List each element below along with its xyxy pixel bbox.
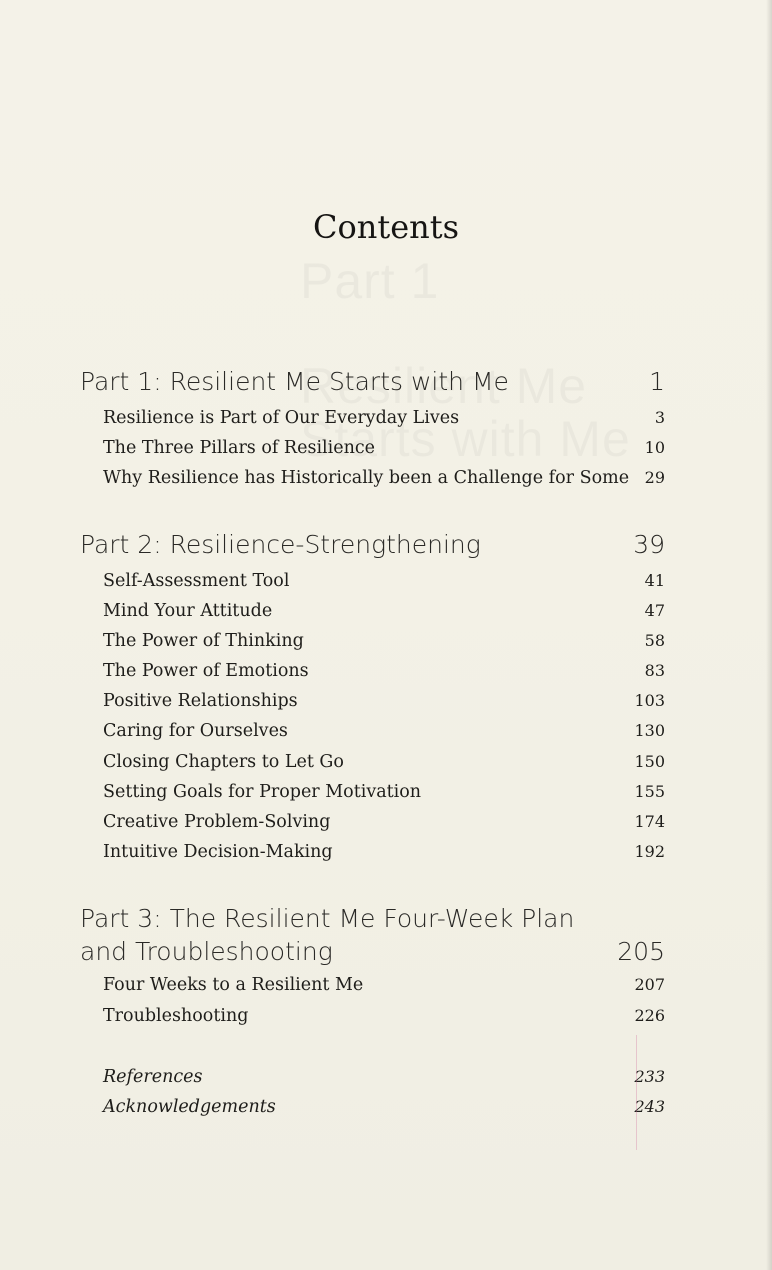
toc-entry: [103, 975, 665, 995]
entry-page-number: 192: [634, 842, 665, 861]
entry-title: Troubleshooting: [103, 1006, 249, 1026]
entry-page-number: 155: [634, 782, 665, 801]
entry-title: Four Weeks to a Resilient Me: [103, 975, 364, 995]
entry-page-number: 207: [634, 975, 665, 994]
toc-entry: [103, 468, 665, 488]
toc-entry: [103, 842, 665, 862]
entry-page-number: 130: [634, 721, 665, 740]
entry-page-number: 103: [634, 691, 665, 710]
part-title: Part 1: Resilient Me Starts with Me: [80, 367, 509, 396]
part-heading-3: [80, 902, 665, 968]
entry-title: Caring for Ourselves: [103, 721, 288, 741]
part-page-number: 1: [649, 367, 665, 396]
entry-title: The Three Pillars of Resilience: [103, 438, 376, 458]
part-title: Part 2: Resilience-Strengthening: [80, 530, 481, 559]
entry-page-number: 41: [644, 571, 665, 590]
ink-mark: [636, 1035, 637, 1150]
toc-entry: [103, 408, 665, 428]
page-title: Contents: [312, 208, 460, 246]
toc-entry: [103, 1006, 665, 1026]
part-page-number: 205: [617, 937, 665, 966]
toc-entry: [103, 601, 665, 621]
entry-title: Positive Relationships: [103, 691, 298, 711]
entry-page-number: 174: [634, 812, 665, 831]
entry-title: References: [103, 1067, 203, 1087]
entry-page-number: 3: [654, 408, 665, 427]
entry-title: The Power of Emotions: [103, 661, 309, 681]
entry-title: Self-Assessment Tool: [103, 571, 290, 591]
part-title: Part 3: The Resilient Me Four-Week Plan and Troubleshooting: [80, 904, 575, 966]
entry-page-number: 150: [634, 752, 665, 771]
entry-title: The Power of Thinking: [103, 631, 304, 651]
bleed-through-text: [300, 255, 631, 465]
toc-entry: [103, 631, 665, 651]
entry-title: Why Resilience has Historically been a Challenge for Some: [103, 468, 630, 488]
part-heading-1: [80, 365, 665, 398]
toc-entry-acknowledgements: [103, 1097, 665, 1117]
entry-title: Setting Goals for Proper Motivation: [103, 782, 422, 802]
entry-title: Intuitive Decision-Making: [103, 842, 333, 862]
part-heading-2: [80, 528, 665, 561]
part-page-number: 39: [633, 530, 665, 559]
entry-title: Acknowledgements: [103, 1097, 276, 1117]
entry-page-number: 233: [634, 1067, 665, 1086]
entry-page-number: 83: [644, 661, 665, 680]
entry-page-number: 47: [644, 601, 665, 620]
entry-page-number: 243: [634, 1097, 665, 1116]
entry-page-number: 29: [644, 468, 665, 487]
toc-entry: [103, 782, 665, 802]
toc-entry: [103, 721, 665, 741]
toc-entry: [103, 438, 665, 458]
entry-page-number: 226: [634, 1006, 665, 1025]
entry-page-number: 58: [644, 631, 665, 650]
toc-entry: [103, 812, 665, 832]
entry-title: Resilience is Part of Our Everyday Lives: [103, 408, 460, 428]
toc-entry: [103, 661, 665, 681]
toc-entry: [103, 752, 665, 772]
entry-title: Closing Chapters to Let Go: [103, 752, 344, 772]
toc-entry-references: [103, 1067, 665, 1087]
entry-page-number: 10: [644, 438, 665, 457]
toc-entry: [103, 691, 665, 711]
entry-title: Mind Your Attitude: [103, 601, 273, 621]
toc-entry: [103, 571, 665, 591]
entry-title: Creative Problem-Solving: [103, 812, 331, 832]
